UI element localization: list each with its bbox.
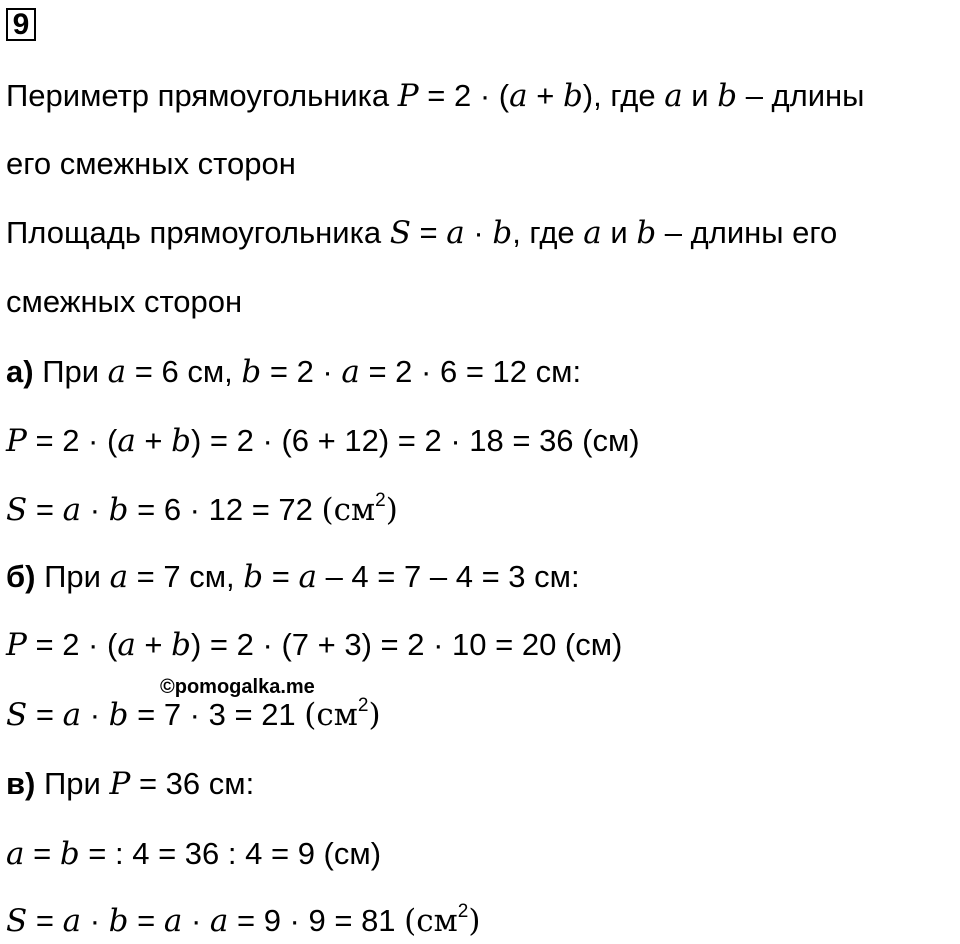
part-a-area: S = a · b = 6 · 12 = 72 $(см^2)$ bbox=[6, 490, 398, 528]
part-c-side: a = b = : 4 = 36 : 4 = 9 (см) bbox=[6, 836, 382, 872]
part-b-condition: б) При a = 7 см, b = a – 4 = 7 – 4 = 3 см: bbox=[6, 559, 580, 595]
part-b-area: S = a · b = 7 · 3 = 21 $(см^2)$ bbox=[6, 695, 381, 733]
part-b-perimeter: P = 2 · (a + b) = 2 · (7 + 3) = 2 · 10 = 20 (см) bbox=[6, 627, 623, 663]
perimeter-definition-cont: его смежных сторон bbox=[6, 146, 296, 181]
part-c-condition: в) При P = 36 см: bbox=[6, 766, 255, 802]
task-number: 9 bbox=[6, 8, 36, 41]
part-a-condition: а) При a = 6 см, b = 2 · a = 2 · 6 = 12 см: bbox=[6, 354, 582, 390]
part-c-area: S = a · b = a · a = 9 · 9 = 81 $(см^2)$ bbox=[6, 901, 481, 939]
part-a-perimeter: P = 2 · (a + b) = 2 · (6 + 12) = 2 · 18 = 36 (см) bbox=[6, 423, 640, 459]
area-definition-cont: смежных сторон bbox=[6, 284, 243, 319]
watermark: ©pomogalka.me bbox=[160, 676, 315, 698]
perimeter-definition: Периметр прямоугольника P = 2 · (a + b), где a и b – длины bbox=[6, 78, 865, 114]
area-definition: Площадь прямоугольника S = a · b, где a и b – длины его bbox=[6, 215, 838, 251]
